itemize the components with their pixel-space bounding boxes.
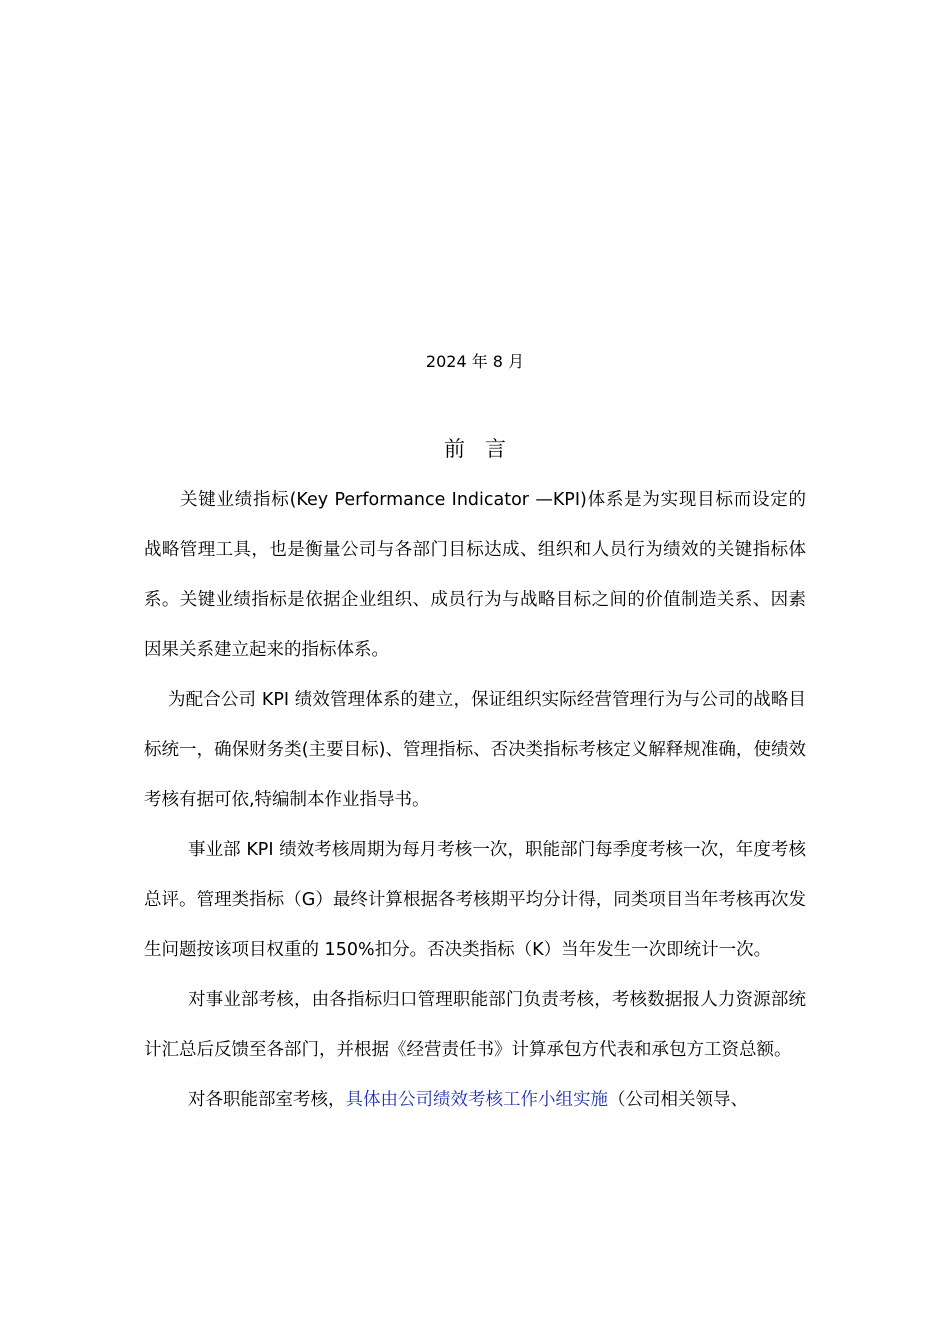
paragraph-5-prefix: 对各职能部室考核， [188, 1090, 346, 1110]
paragraph-4: 对事业部考核，由各指标归口管理职能部门负责考核，考核数据报人力资源部统计汇总后反馈至各部门，并根据《经营责任书》计算承包方代表和承包方工资总额。 [144, 990, 806, 1060]
paragraph-5 [144, 1075, 806, 1125]
paragraph-3: 事业部 KPI 绩效考核周期为每月考核一次，职能部门每季度考核一次，年度考核总评。管理类指标（G）最终计算根据各考核期平均分计得，同类项目当年考核再次发生问题按该项目权重的 150%扣分。否决类指标（K）当年发生一次即统计一次。 [144, 840, 806, 960]
document-date: 2024 年 8 月 [425, 352, 525, 371]
paragraph-5-suffix: （公司相关领导、 [608, 1090, 748, 1110]
paragraph-1: 关键业绩指标(Key Performance Indicator —KPI)体系是为实现目标而设定的战略管理工具，也是衡量公司与各部门目标达成、组织和人员行为绩效的关键指标体系。关键业绩指标是依据企业组织、成员行为与战略目标之间的价值制造关系、因素因果关系建立起来的指标体系。 [144, 490, 806, 660]
body-text [144, 475, 806, 1125]
section-heading: 前言 [444, 437, 526, 461]
highlighted-text: 具体由公司绩效考核工作小组实施 [345, 1090, 608, 1110]
paragraph-2: 为配合公司 KPI 绩效管理体系的建立，保证组织实际经营管理行为与公司的战略目标统一，确保财务类(主要目标)、管理指标、否决类指标考核定义解释规准确，使绩效考核有据可依,特编制本作业指导书。 [144, 690, 806, 810]
